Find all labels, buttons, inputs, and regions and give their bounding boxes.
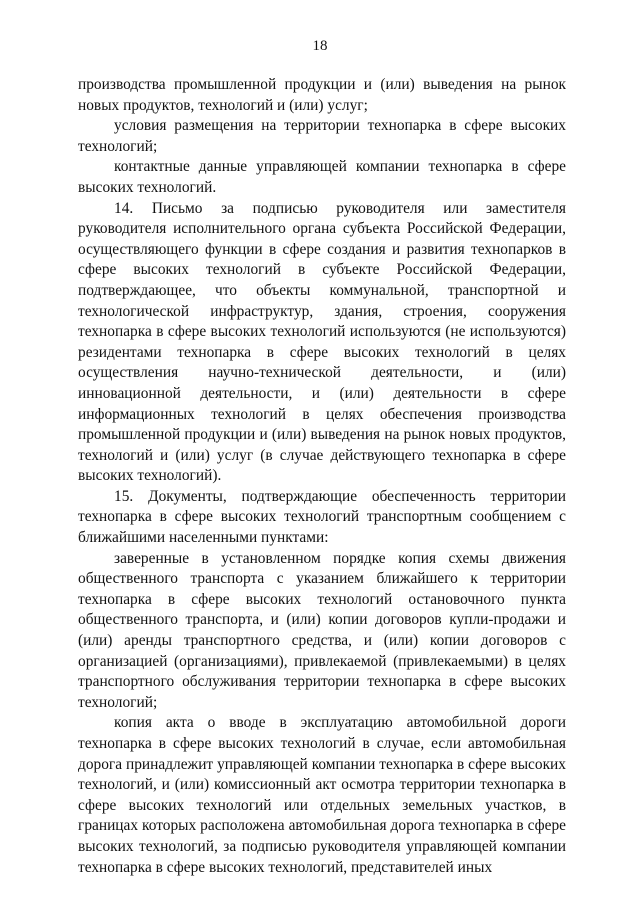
paragraph-2: условия размещения на территории технопарка в сфере высоких технологий;: [78, 117, 566, 155]
paragraph-7: копия акта о вводе в эксплуатацию автомобильной дороги технопарка в сфере высоких технологий в случае, если автомобильная дорога принадлежит управляющей компании технопарка в сфере высоких технологий, и (или) комиссионный акт осмотра территории технопарка в сфере высоких технологий или отдельных земельных участков, в границах которых расположена автомобильная дорога технопарка в сфере высоких технологий, за подписью руководителя управляющей компании технопарка в сфере высоких технологий, представителей иных: [78, 714, 566, 876]
page-number: 18: [312, 38, 328, 54]
paragraph-4: 14. Письмо за подписью руководителя или заместителя руководителя исполнительного органа субъекта Российской Федерации, осуществляющего функции в сфере создания и развития технопарков в сфере высоких технологий в субъекте Российской Федерации, подтверждающее, что объекты коммунальной, транспортной и технологической инфраструктур, здания, строения, сооружения технопарка в сфере высоких технологий используются (не используются) резидентами технопарка в сфере высоких технологий в целях осуществления научно-технической деятельности, и (или) инновационной деятельности, и (или) деятельности в сфере информационных технологий в целях обеспечения производства промышленной продукции и (или) выведения на рынок новых продуктов, технологий и (или) услуг (в случае действующего технопарка в сфере высоких технологий).: [78, 199, 566, 485]
document-body: [78, 75, 566, 878]
paragraph-5: 15. Документы, подтверждающие обеспеченность территории технопарка в сфере высоких технологий транспортным сообщением с ближайшими населенными пунктами:: [78, 487, 566, 547]
paragraph-6: заверенные в установленном порядке копия схемы движения общественного транспорта с указанием ближайшего к территории технопарка в сфере высоких технологий остановочного пункта общественного транспорта, и (или) копии договоров купли-продажи и (или) аренды транспортного средства, и (или) копии договоров с организацией (организациями), привлекаемой (привлекаемыми) в целях транспортного обслуживания территории технопарка в сфере высоких технологий;: [78, 549, 566, 711]
paragraph-1: производства промышленной продукции и (или) выведения на рынок новых продуктов, технологий и (или) услуг;: [78, 76, 566, 114]
paragraph-3: контактные данные управляющей компании технопарка в сфере высоких технологий.: [78, 158, 566, 196]
